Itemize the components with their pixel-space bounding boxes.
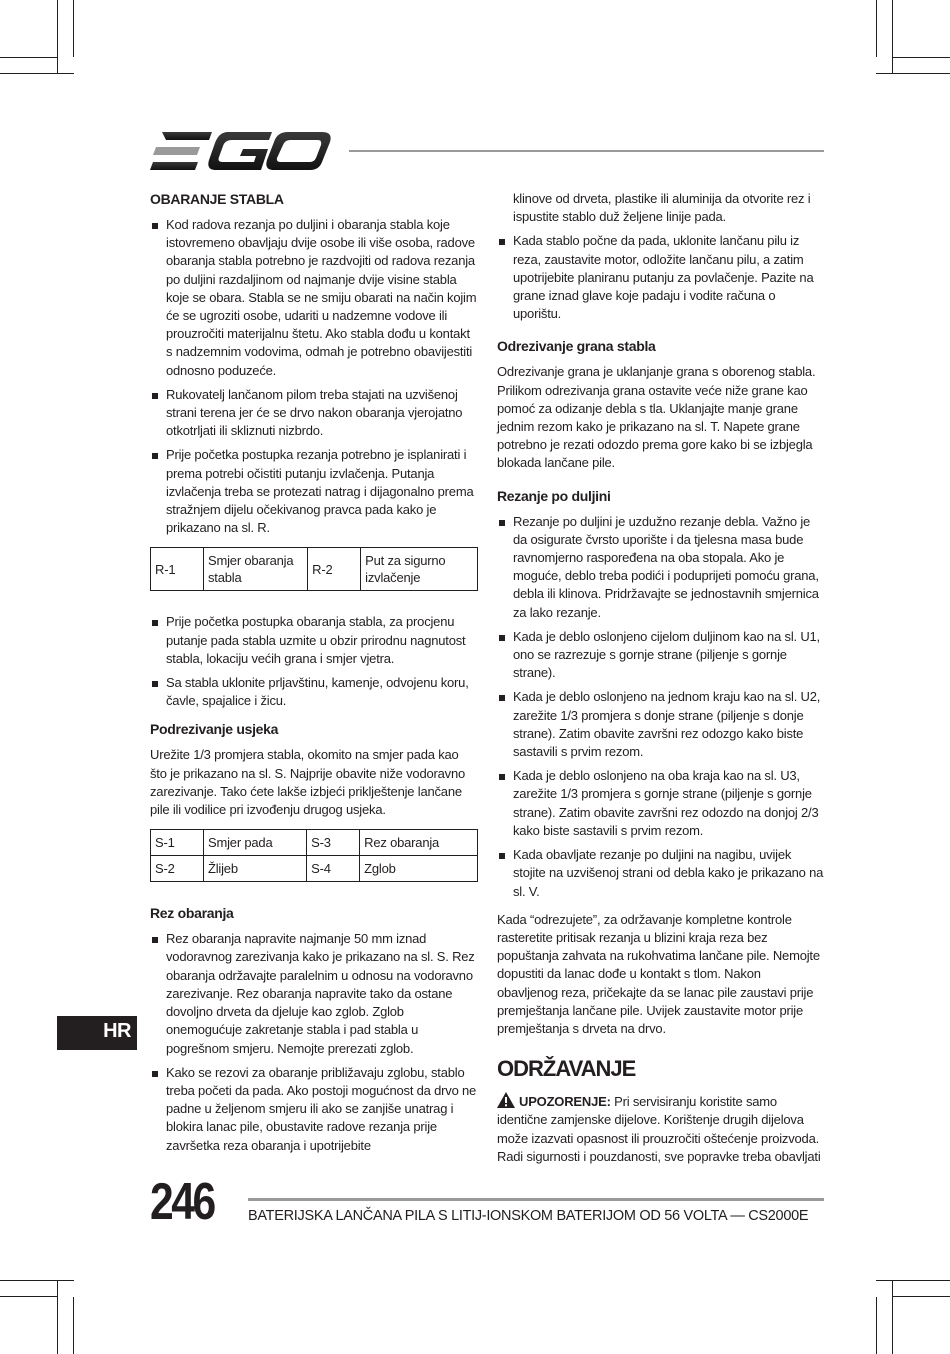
left-column — [150, 190, 478, 1165]
list-item: Kada je deblo oslonjeno na oba kraja kao na sl. U3, zarežite 1/3 promjera s gornje strane (piljenje s gornje strane). Zatim obavite završni rez odozdo na donjoj 2/3 kako biste sastavili s prvim rezom. — [497, 767, 825, 840]
table-row — [151, 830, 478, 856]
list-item: Kada je deblo oslonjeno cijelom duljinom kao na sl. U1, ono se razrezuje s gornje strane (piljenje s gornje strane). — [497, 628, 825, 683]
table-row — [151, 856, 478, 882]
table-cell: Zglob — [360, 856, 478, 882]
section-heading: Rez obaranja — [150, 905, 234, 922]
list-item: Kod radova rezanja po duljini i obaranja stabla koje istovremeno obavljaju dvije osobe ili više osoba, radove obaranja stabla potrebno je razdvojiti od radova rezanja po duljini razdaljinom od najmanje dvije visine stabla koje se obara. Stabla se ne smiju obarati na način kojim će se ugroziti osobe, udariti u nadzemne vodove ili prouzročiti materijalnu štetu. Ako stabla dođu u kontakt s nadzemnim vodovima, odmah je potrebno obavijestiti odnosno poduzeće. — [150, 216, 478, 380]
header-rule — [349, 150, 824, 152]
warning-paragraph — [497, 1092, 825, 1166]
bullet-list — [497, 232, 825, 323]
section-heading: ODRŽAVANJE — [497, 1056, 636, 1082]
table-cell: Rez obaranja — [360, 830, 478, 856]
paragraph: Urežite 1/3 promjera stabla, okomito na smjer pada kao što je prikazano na sl. S. Najprije obavite niže vodoravno zarezivanje. Tako ćete lakše izbjeći priklještenje lančane pile ili vodilice pri izvođenju drugog usjeka. — [150, 747, 466, 818]
language-tab-label: HR — [103, 1020, 131, 1042]
table-cell: S-4 — [307, 856, 360, 882]
bullet-list — [150, 216, 478, 537]
table-cell: Smjer pada — [204, 830, 307, 856]
bullet-list — [150, 613, 478, 710]
list-item: Prije početka postupka obaranja stabla, za procjenu putanje pada stabla uzmite u obzir prirodnu nagnutost stabla, lokaciju većih grana i smjer vjetra. — [150, 613, 478, 668]
right-column — [497, 190, 825, 1176]
table-cell: Žlijeb — [204, 856, 307, 882]
figure-r-legend-table — [150, 547, 478, 591]
footer-rule — [248, 1198, 824, 1201]
paragraph: Kada “odrezujete”, za održavanje kompletne kontrole rasteretite pritisak rezanja u blizini kraja reza bez popuštanja zahvata na rukohvatima lančane pile. Nemojte dopustiti da lanac dođe u kontakt s tlom. Nakon obavljenog reza, pričekajte da se lanac pile zaustavi prije premještanja lančane pile. Uvijek zaustavite motor prije premještanja s drveta na drvo. — [497, 911, 820, 1036]
paragraph: Odrezivanje grana je uklanjanje grana s oborenog stabla. Prilikom odrezivanja grana ostavite veće niže grane kao pomoć za odizanje debla s tla. Uklanjajte manje grane jednim rezom kako je prikazano na sl. T. Napete grane potrebno je rezati odozdo prema gore kako bi se izbjegla blokada lančane pile. — [497, 364, 816, 471]
table-row — [151, 548, 478, 591]
table-cell: Smjer obaranja stabla — [204, 548, 308, 591]
table-cell: S-1 — [151, 830, 204, 856]
bullet-list — [150, 930, 478, 1154]
footer-title: BATERIJSKA LANČANA PILA S LITIJ-IONSKOM BATERIJOM OD 56 VOLTA — CS2000E — [248, 1208, 809, 1224]
section-heading: Odrezivanje grana stabla — [497, 338, 656, 355]
section-heading: OBARANJE STABLA — [150, 191, 284, 207]
list-item: Kada obavljate rezanje po duljini na nagibu, uvijek stojite na uzvišenoj strani od debla kako je prikazano na sl. V. — [497, 846, 825, 901]
warning-triangle-icon — [497, 1092, 515, 1108]
table-cell: R-2 — [308, 548, 361, 591]
section-heading: Rezanje po duljini — [497, 487, 611, 504]
table-cell: S-3 — [307, 830, 360, 856]
list-item: Kada je deblo oslonjeno na jednom kraju kao na sl. U2, zarežite 1/3 promjera s donje strane (piljenje s donje strane). Zatim obavite završni rez odozgo kako biste sastavili s prvim rezom. — [497, 688, 825, 761]
list-item: Kada stablo počne da pada, uklonite lančanu pilu iz reza, zaustavite motor, odložite lančanu pilu, a zatim upotrijebite planiranu putanju za povlačenje. Pazite na grane iznad glave koje padaju i vodite računa o uporištu. — [497, 232, 825, 323]
table-cell: R-1 — [151, 548, 204, 591]
figure-s-legend-table — [150, 829, 478, 882]
bullet-list — [497, 513, 825, 901]
list-item: Rukovatelj lančanom pilom treba stajati na uzvišenoj strani terena jer će se drvo nakon obaranja vjerojatno otkotrljati ili skliznuti nizbrdo. — [150, 386, 478, 441]
language-tab — [57, 1016, 137, 1050]
warning-label: UPOZORENJE: — [519, 1094, 611, 1110]
list-item: Rez obaranja napravite najmanje 50 mm iznad vodoravnog zarezivanja kako je prikazano na sl. S. Rez obaranja održavajte paralelnim u odnosu na vodoravno zarezivanje. Rez obaranja napravite tako da ostane dovoljno drveta da djeluje kao zglob. Zglob onemogućuje zakretanje stabla i pad stabla u pogrešnom smjeru. Nemojte prerezati zglob. — [150, 930, 478, 1057]
section-heading: Podrezivanje usjeka — [150, 721, 279, 738]
list-item: Kako se rezovi za obaranje približavaju zglobu, stablo treba početi da pada. Ako postoji mogućnost da drvo ne padne u željenom smjeru ili ako se zanjiše unatrag i blokira lanac pile, obustavite radove rezanja prije završetka reza obaranja i upotrijebite — [150, 1064, 478, 1155]
table-cell: S-2 — [151, 856, 204, 882]
list-item: Rezanje po duljini je uzdužno rezanje debla. Važno je da osigurate čvrsto uporište i da tjelesna masa bude ravnomjerno raspoređena na oba stopala. Ako je moguće, deblo treba podići i poduprijeti pomoću grana, debla ili klinova. Pridržavajte se jednostavnih smjernica za lako rezanje. — [497, 513, 825, 622]
warning-text: Pri servisiranju koristite samo identične zamjenske dijelove. Korištenje drugih dijelova može izazvati opasnost ili prouzročiti oštećenje proizvoda. Radi sigurnosti i pouzdanosti, sve popravke treba obavljati — [497, 1094, 821, 1164]
table-cell: Put za sigurno izvlačenje — [361, 548, 478, 591]
page-number: 246 — [150, 1173, 214, 1231]
list-item: Prije početka postupka rezanja potrebno je isplanirati i prema potrebi očistiti putanju izvlačenja. Putanja izvlačenja treba se protezati natrag i dijagonalno prema stražnjem dijelu očekivanog pravca pada kako je prikazano na sl. R. — [150, 446, 478, 537]
ego-logo — [150, 130, 332, 172]
paragraph: klinove od drveta, plastike ili aluminija da otvorite rez i ispustite stablo duž željene linije pada. — [513, 191, 811, 225]
list-item: Sa stabla uklonite prljavštinu, kamenje, odvojenu koru, čavle, spajalice i žicu. — [150, 674, 478, 710]
